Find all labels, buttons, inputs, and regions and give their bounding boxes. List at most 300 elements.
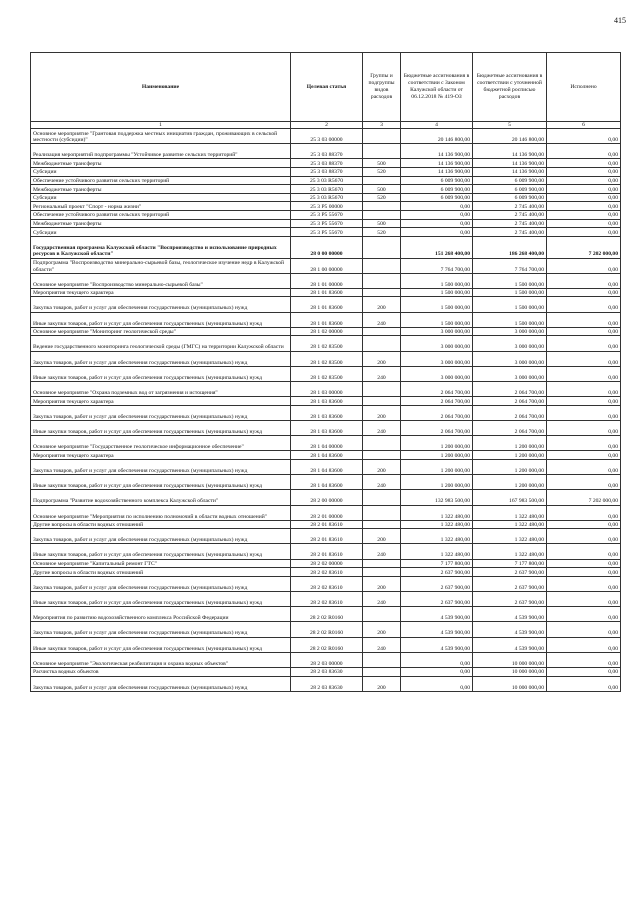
row-executed: 0,00 xyxy=(547,176,621,185)
row-name: Основное мероприятие "Экологическая реабилитация и охрана водных объектов" xyxy=(31,652,291,667)
row-name: Иные закупки товаров, работ и услуг для обеспечения государственных (муниципальных) нужд xyxy=(31,592,291,607)
table-row xyxy=(31,210,621,219)
row-name: Межбюджетные трансферты xyxy=(31,159,291,168)
row-executed: 0,00 xyxy=(547,592,621,607)
row-expense-group xyxy=(363,436,401,451)
row-law-allocation: 1 200 000,00 xyxy=(401,475,473,490)
row-expense-group xyxy=(363,327,401,336)
row-expense-group xyxy=(363,382,401,397)
row-revised-allocation: 7 764 700,00 xyxy=(473,258,547,273)
row-law-allocation: 14 136 900,00 xyxy=(401,159,473,168)
row-revised-allocation: 10 000 000,00 xyxy=(473,676,547,691)
row-name: Иные закупки товаров, работ и услуг для обеспечения государственных (муниципальных) нужд xyxy=(31,544,291,559)
table-row xyxy=(31,144,621,159)
row-revised-allocation: 2 064 700,00 xyxy=(473,397,547,406)
row-law-allocation: 4 539 900,00 xyxy=(401,637,473,652)
row-law-allocation: 1 322 480,00 xyxy=(401,544,473,559)
row-executed: 0,00 xyxy=(547,159,621,168)
row-name: Субсидии xyxy=(31,193,291,202)
row-law-allocation: 14 136 900,00 xyxy=(401,144,473,159)
row-name: Закупка товаров, работ и услуг для обеспечения государственных (муниципальных) нужд xyxy=(31,459,291,474)
row-law-allocation: 1 200 000,00 xyxy=(401,436,473,451)
row-executed: 0,00 xyxy=(547,622,621,637)
row-revised-allocation: 1 322 480,00 xyxy=(473,520,547,529)
row-law-allocation: 1 322 480,00 xyxy=(401,505,473,520)
row-executed: 7 202 000,00 xyxy=(547,490,621,505)
table-row xyxy=(31,219,621,228)
table-row xyxy=(31,336,621,351)
row-law-allocation: 1 200 000,00 xyxy=(401,451,473,460)
row-target-article: 28 1 03 83600 xyxy=(291,420,363,435)
row-expense-group: 520 xyxy=(363,167,401,176)
row-revised-allocation: 2 745 400,00 xyxy=(473,219,547,228)
row-expense-group xyxy=(363,607,401,622)
row-expense-group: 500 xyxy=(363,159,401,168)
table-row xyxy=(31,236,621,258)
row-expense-group: 240 xyxy=(363,592,401,607)
row-executed: 0,00 xyxy=(547,202,621,211)
row-revised-allocation: 1 200 000,00 xyxy=(473,459,547,474)
row-executed: 0,00 xyxy=(547,129,621,144)
row-expense-group xyxy=(363,144,401,159)
table-row xyxy=(31,568,621,577)
row-expense-group: 240 xyxy=(363,366,401,381)
table-row xyxy=(31,676,621,691)
row-revised-allocation: 14 136 900,00 xyxy=(473,167,547,176)
row-executed: 0,00 xyxy=(547,451,621,460)
column-number: 5 xyxy=(473,122,547,129)
table-row xyxy=(31,327,621,336)
row-executed: 0,00 xyxy=(547,336,621,351)
row-expense-group: 200 xyxy=(363,622,401,637)
table-row xyxy=(31,176,621,185)
row-expense-group xyxy=(363,667,401,676)
row-executed: 0,00 xyxy=(547,420,621,435)
row-target-article: 28 1 01 83600 xyxy=(291,312,363,327)
row-name: Иные закупки товаров, работ и услуг для обеспечения государственных (муниципальных) нужд xyxy=(31,637,291,652)
table-row xyxy=(31,559,621,568)
row-law-allocation: 20 146 800,00 xyxy=(401,129,473,144)
row-revised-allocation: 3 000 000,00 xyxy=(473,366,547,381)
row-law-allocation: 0,00 xyxy=(401,676,473,691)
table-row xyxy=(31,312,621,327)
row-revised-allocation: 2 637 900,00 xyxy=(473,592,547,607)
row-expense-group: 200 xyxy=(363,676,401,691)
row-revised-allocation: 1 322 480,00 xyxy=(473,544,547,559)
row-law-allocation: 0,00 xyxy=(401,219,473,228)
table-row xyxy=(31,436,621,451)
row-executed: 0,00 xyxy=(547,436,621,451)
row-law-allocation: 0,00 xyxy=(401,667,473,676)
row-executed: 0,00 xyxy=(547,288,621,297)
row-revised-allocation: 10 000 000,00 xyxy=(473,667,547,676)
table-row xyxy=(31,592,621,607)
row-expense-group xyxy=(363,568,401,577)
row-executed: 0,00 xyxy=(547,210,621,219)
row-law-allocation: 2 637 900,00 xyxy=(401,568,473,577)
row-executed: 0,00 xyxy=(547,475,621,490)
row-executed: 0,00 xyxy=(547,312,621,327)
row-name: Реализация мероприятий подпрограммы "Устойчивое развитие сельских территорий" xyxy=(31,144,291,159)
row-revised-allocation: 2 064 700,00 xyxy=(473,420,547,435)
row-revised-allocation: 2 745 400,00 xyxy=(473,228,547,237)
row-executed: 0,00 xyxy=(547,228,621,237)
header-target-article: Целевая статья xyxy=(291,53,363,122)
row-expense-group xyxy=(363,210,401,219)
row-target-article: 28 1 01 83600 xyxy=(291,297,363,312)
row-executed: 7 202 000,00 xyxy=(547,236,621,258)
row-executed: 0,00 xyxy=(547,167,621,176)
row-law-allocation: 4 539 900,00 xyxy=(401,622,473,637)
row-target-article: 28 2 03 83630 xyxy=(291,667,363,676)
header-expense-group: Группы и подгруппы видов расходов xyxy=(363,53,401,122)
row-revised-allocation: 2 637 900,00 xyxy=(473,576,547,591)
row-executed: 0,00 xyxy=(547,544,621,559)
row-target-article: 25 3 03 88370 xyxy=(291,159,363,168)
table-row xyxy=(31,273,621,288)
row-expense-group: 200 xyxy=(363,576,401,591)
header-law-allocations: Бюджетные ассигнования в соответствии с Законом Калужской области от 06.12.2018 № 419-ОЗ xyxy=(401,53,473,122)
row-revised-allocation: 10 000 000,00 xyxy=(473,652,547,667)
row-law-allocation: 3 000 000,00 xyxy=(401,336,473,351)
row-revised-allocation: 1 500 000,00 xyxy=(473,273,547,288)
row-name: Основное мероприятие "Грантовая поддержка местных инициатив граждан, проживающих в сельской местности (субсидии)" xyxy=(31,129,291,144)
row-expense-group: 500 xyxy=(363,185,401,194)
row-name: Закупка товаров, работ и услуг для обеспечения государственных (муниципальных) нужд xyxy=(31,351,291,366)
row-law-allocation: 0,00 xyxy=(401,228,473,237)
row-revised-allocation: 6 009 900,00 xyxy=(473,185,547,194)
row-expense-group xyxy=(363,397,401,406)
table-row xyxy=(31,667,621,676)
row-executed: 0,00 xyxy=(547,568,621,577)
table-row xyxy=(31,129,621,144)
row-expense-group: 240 xyxy=(363,420,401,435)
row-name: Межбюджетные трансферты xyxy=(31,185,291,194)
column-number: 1 xyxy=(31,122,291,129)
row-law-allocation: 2 064 700,00 xyxy=(401,382,473,397)
row-name: Расчистка водных объектов xyxy=(31,667,291,676)
row-name: Основное мероприятие "Мониторинг геологической среды" xyxy=(31,327,291,336)
row-target-article: 28 2 02 R0160 xyxy=(291,622,363,637)
row-revised-allocation: 1 322 480,00 xyxy=(473,529,547,544)
header-revised-allocations: Бюджетные ассигнования в соответствии с уточненной бюджетной росписью расходов xyxy=(473,53,547,122)
row-name: Другие вопросы в области водных отношений xyxy=(31,568,291,577)
row-name: Ведение государственного мониторинга геологической среды (ГМГС) на территории Калужской области xyxy=(31,336,291,351)
row-executed: 0,00 xyxy=(547,144,621,159)
table-row xyxy=(31,382,621,397)
row-revised-allocation: 1 500 000,00 xyxy=(473,297,547,312)
row-name: Основное мероприятие "Охрана подземных вод от загрязнения и истощения" xyxy=(31,382,291,397)
row-expense-group: 240 xyxy=(363,312,401,327)
table-row xyxy=(31,652,621,667)
row-target-article: 28 1 03 83600 xyxy=(291,405,363,420)
row-law-allocation: 1 500 000,00 xyxy=(401,288,473,297)
row-target-article: 28 1 03 00000 xyxy=(291,382,363,397)
row-executed: 0,00 xyxy=(547,185,621,194)
row-target-article: 28 1 01 83600 xyxy=(291,288,363,297)
table-row xyxy=(31,193,621,202)
row-revised-allocation: 4 539 900,00 xyxy=(473,622,547,637)
row-revised-allocation: 4 539 900,00 xyxy=(473,637,547,652)
row-law-allocation: 2 064 700,00 xyxy=(401,397,473,406)
row-revised-allocation: 3 000 000,00 xyxy=(473,351,547,366)
table-header-row xyxy=(31,53,621,122)
row-executed: 0,00 xyxy=(547,258,621,273)
row-executed: 0,00 xyxy=(547,576,621,591)
table-body xyxy=(31,129,621,692)
table-row xyxy=(31,397,621,406)
row-law-allocation: 6 009 900,00 xyxy=(401,185,473,194)
row-target-article: 28 2 02 R0160 xyxy=(291,637,363,652)
row-name: Закупка товаров, работ и услуг для обеспечения государственных (муниципальных) нужд xyxy=(31,622,291,637)
header-executed: Исполнено xyxy=(547,53,621,122)
row-target-article: 28 1 04 00000 xyxy=(291,436,363,451)
table-row xyxy=(31,159,621,168)
row-name: Закупка товаров, работ и услуг для обеспечения государственных (муниципальных) нужд xyxy=(31,529,291,544)
row-revised-allocation: 2 637 900,00 xyxy=(473,568,547,577)
header-name: Наименование xyxy=(31,53,291,122)
table-row xyxy=(31,607,621,622)
row-name: Межбюджетные трансферты xyxy=(31,219,291,228)
row-target-article: 28 2 03 83630 xyxy=(291,676,363,691)
table-row xyxy=(31,576,621,591)
column-number: 2 xyxy=(291,122,363,129)
row-expense-group xyxy=(363,336,401,351)
row-target-article: 28 2 02 83610 xyxy=(291,592,363,607)
row-revised-allocation: 1 200 000,00 xyxy=(473,451,547,460)
row-name: Закупка товаров, работ и услуг для обеспечения государственных (муниципальных) нужд xyxy=(31,405,291,420)
table-row xyxy=(31,366,621,381)
row-expense-group: 200 xyxy=(363,529,401,544)
row-law-allocation: 0,00 xyxy=(401,652,473,667)
row-executed: 0,00 xyxy=(547,397,621,406)
column-number: 4 xyxy=(401,122,473,129)
row-target-article: 28 1 02 83500 xyxy=(291,351,363,366)
row-expense-group xyxy=(363,258,401,273)
table-row xyxy=(31,544,621,559)
row-law-allocation: 2 637 900,00 xyxy=(401,576,473,591)
row-name: Государственная программа Калужской области "Воспроизводство и использование природных ресурсов в Калужской области" xyxy=(31,236,291,258)
row-target-article: 28 2 01 00000 xyxy=(291,505,363,520)
row-name: Основное мероприятие "Капитальный ремонт ГТС" xyxy=(31,559,291,568)
row-revised-allocation: 1 200 000,00 xyxy=(473,475,547,490)
table-row xyxy=(31,459,621,474)
row-name: Закупка товаров, работ и услуг для обеспечения государственных (муниципальных) нужд xyxy=(31,576,291,591)
budget-table xyxy=(30,52,621,692)
row-expense-group: 200 xyxy=(363,351,401,366)
row-law-allocation: 1 500 000,00 xyxy=(401,297,473,312)
row-executed: 0,00 xyxy=(547,676,621,691)
row-revised-allocation: 1 322 480,00 xyxy=(473,505,547,520)
table-row xyxy=(31,405,621,420)
row-target-article: 28 1 04 83600 xyxy=(291,475,363,490)
column-number: 6 xyxy=(547,122,621,129)
row-executed: 0,00 xyxy=(547,529,621,544)
table-row xyxy=(31,520,621,529)
row-name: Субсидии xyxy=(31,228,291,237)
row-executed: 0,00 xyxy=(547,652,621,667)
table-row xyxy=(31,637,621,652)
row-revised-allocation: 1 200 000,00 xyxy=(473,436,547,451)
row-law-allocation: 1 500 000,00 xyxy=(401,273,473,288)
row-revised-allocation: 1 500 000,00 xyxy=(473,312,547,327)
row-revised-allocation: 1 500 000,00 xyxy=(473,288,547,297)
table-row xyxy=(31,351,621,366)
row-name: Мероприятия текущего характера xyxy=(31,451,291,460)
row-target-article: 28 2 01 83610 xyxy=(291,529,363,544)
row-law-allocation: 3 000 000,00 xyxy=(401,327,473,336)
row-name: Другие вопросы в области водных отношений xyxy=(31,520,291,529)
row-law-allocation: 7 764 700,00 xyxy=(401,258,473,273)
row-executed: 0,00 xyxy=(547,405,621,420)
row-expense-group xyxy=(363,490,401,505)
row-target-article: 25 3 03 R5670 xyxy=(291,176,363,185)
table-row xyxy=(31,451,621,460)
row-law-allocation: 2 064 700,00 xyxy=(401,405,473,420)
row-law-allocation: 6 009 900,00 xyxy=(401,193,473,202)
row-law-allocation: 6 009 900,00 xyxy=(401,176,473,185)
row-expense-group xyxy=(363,273,401,288)
row-target-article: 28 2 02 00000 xyxy=(291,559,363,568)
row-revised-allocation: 14 136 900,00 xyxy=(473,144,547,159)
row-executed: 0,00 xyxy=(547,667,621,676)
row-revised-allocation: 6 009 900,00 xyxy=(473,193,547,202)
row-target-article: 28 1 04 83600 xyxy=(291,451,363,460)
row-name: Основное мероприятие "Государственное геологическое информационное обеспечение" xyxy=(31,436,291,451)
row-target-article: 28 1 00 00000 xyxy=(291,258,363,273)
row-expense-group: 200 xyxy=(363,405,401,420)
row-revised-allocation: 2 064 700,00 xyxy=(473,405,547,420)
row-expense-group: 200 xyxy=(363,297,401,312)
row-target-article: 28 2 01 83610 xyxy=(291,544,363,559)
row-executed: 0,00 xyxy=(547,459,621,474)
row-executed: 0,00 xyxy=(547,505,621,520)
row-expense-group xyxy=(363,288,401,297)
row-name: Подпрограмма "Воспроизводство минерально-сырьевой базы, геологическое изучение недр в Калужской области" xyxy=(31,258,291,273)
row-revised-allocation: 167 983 500,00 xyxy=(473,490,547,505)
row-target-article: 28 2 00 00000 xyxy=(291,490,363,505)
row-name: Основное мероприятие "Воспроизводство минерально-сырьевой базы" xyxy=(31,273,291,288)
row-law-allocation: 132 983 500,00 xyxy=(401,490,473,505)
row-expense-group: 240 xyxy=(363,544,401,559)
row-executed: 0,00 xyxy=(547,273,621,288)
table-row xyxy=(31,297,621,312)
table-row xyxy=(31,228,621,237)
row-revised-allocation: 186 268 400,00 xyxy=(473,236,547,258)
row-law-allocation: 1 500 000,00 xyxy=(401,312,473,327)
row-name: Иные закупки товаров, работ и услуг для обеспечения государственных (муниципальных) нужд xyxy=(31,475,291,490)
row-law-allocation: 2 064 700,00 xyxy=(401,420,473,435)
row-expense-group xyxy=(363,129,401,144)
row-target-article: 25 3 03 88370 xyxy=(291,144,363,159)
table-row xyxy=(31,258,621,273)
row-law-allocation: 1 200 000,00 xyxy=(401,459,473,474)
column-numbers-row xyxy=(31,122,621,129)
row-law-allocation: 3 000 000,00 xyxy=(401,351,473,366)
table-row xyxy=(31,505,621,520)
row-name: Субсидии xyxy=(31,167,291,176)
table-row xyxy=(31,185,621,194)
row-expense-group xyxy=(363,202,401,211)
row-target-article: 28 1 02 00000 xyxy=(291,327,363,336)
table-row xyxy=(31,288,621,297)
row-law-allocation: 1 322 480,00 xyxy=(401,529,473,544)
page-number: 415 xyxy=(614,16,626,25)
row-expense-group: 520 xyxy=(363,193,401,202)
row-law-allocation: 14 136 900,00 xyxy=(401,167,473,176)
row-expense-group xyxy=(363,520,401,529)
row-target-article: 28 2 02 83610 xyxy=(291,576,363,591)
table-row xyxy=(31,167,621,176)
row-law-allocation: 7 177 800,00 xyxy=(401,559,473,568)
row-revised-allocation: 7 177 800,00 xyxy=(473,559,547,568)
row-expense-group xyxy=(363,176,401,185)
row-target-article: 28 1 03 83600 xyxy=(291,397,363,406)
row-target-article: 25 3 03 88370 xyxy=(291,167,363,176)
row-law-allocation: 4 539 900,00 xyxy=(401,607,473,622)
row-target-article: 28 1 02 83500 xyxy=(291,336,363,351)
row-target-article: 28 2 01 83610 xyxy=(291,520,363,529)
row-target-article: 25 3 P5 55670 xyxy=(291,228,363,237)
table-row xyxy=(31,475,621,490)
row-target-article: 28 2 02 R0160 xyxy=(291,607,363,622)
row-target-article: 25 3 03 R5670 xyxy=(291,193,363,202)
row-revised-allocation: 4 539 900,00 xyxy=(473,607,547,622)
row-executed: 0,00 xyxy=(547,351,621,366)
row-target-article: 28 2 02 83610 xyxy=(291,568,363,577)
row-revised-allocation: 2 064 700,00 xyxy=(473,382,547,397)
row-expense-group: 240 xyxy=(363,475,401,490)
row-law-allocation: 151 268 400,00 xyxy=(401,236,473,258)
table-row xyxy=(31,420,621,435)
row-expense-group: 200 xyxy=(363,459,401,474)
row-target-article: 28 0 00 00000 xyxy=(291,236,363,258)
budget-table-container xyxy=(30,52,620,692)
row-name: Закупка товаров, работ и услуг для обеспечения государственных (муниципальных) нужд xyxy=(31,297,291,312)
row-executed: 0,00 xyxy=(547,193,621,202)
row-expense-group xyxy=(363,559,401,568)
row-target-article: 25 3 P5 00000 xyxy=(291,202,363,211)
row-executed: 0,00 xyxy=(547,607,621,622)
row-name: Иные закупки товаров, работ и услуг для обеспечения государственных (муниципальных) нужд xyxy=(31,312,291,327)
row-expense-group xyxy=(363,236,401,258)
row-name: Мероприятия текущего характера xyxy=(31,288,291,297)
row-law-allocation: 0,00 xyxy=(401,210,473,219)
row-law-allocation: 1 322 480,00 xyxy=(401,520,473,529)
row-name: Подпрограмма "Развитие водохозяйственного комплекса Калужской области" xyxy=(31,490,291,505)
row-name: Мероприятия по развитию водохозяйственного комплекса Российской Федерации xyxy=(31,607,291,622)
row-name: Основное мероприятие "Мероприятия по исполнению полномочий в области водных отношений" xyxy=(31,505,291,520)
row-executed: 0,00 xyxy=(547,327,621,336)
table-row xyxy=(31,529,621,544)
row-revised-allocation: 3 000 000,00 xyxy=(473,327,547,336)
row-law-allocation: 0,00 xyxy=(401,202,473,211)
row-revised-allocation: 6 009 900,00 xyxy=(473,176,547,185)
row-executed: 0,00 xyxy=(547,559,621,568)
row-expense-group xyxy=(363,652,401,667)
column-number: 3 xyxy=(363,122,401,129)
row-executed: 0,00 xyxy=(547,366,621,381)
row-law-allocation: 2 637 900,00 xyxy=(401,592,473,607)
table-row xyxy=(31,490,621,505)
row-revised-allocation: 2 745 400,00 xyxy=(473,210,547,219)
row-target-article: 28 2 03 00000 xyxy=(291,652,363,667)
row-executed: 0,00 xyxy=(547,382,621,397)
row-target-article: 25 3 03 00000 xyxy=(291,129,363,144)
row-target-article: 28 1 02 83500 xyxy=(291,366,363,381)
row-name: Закупка товаров, работ и услуг для обеспечения государственных (муниципальных) нужд xyxy=(31,676,291,691)
row-name: Иные закупки товаров, работ и услуг для обеспечения государственных (муниципальных) нужд xyxy=(31,366,291,381)
